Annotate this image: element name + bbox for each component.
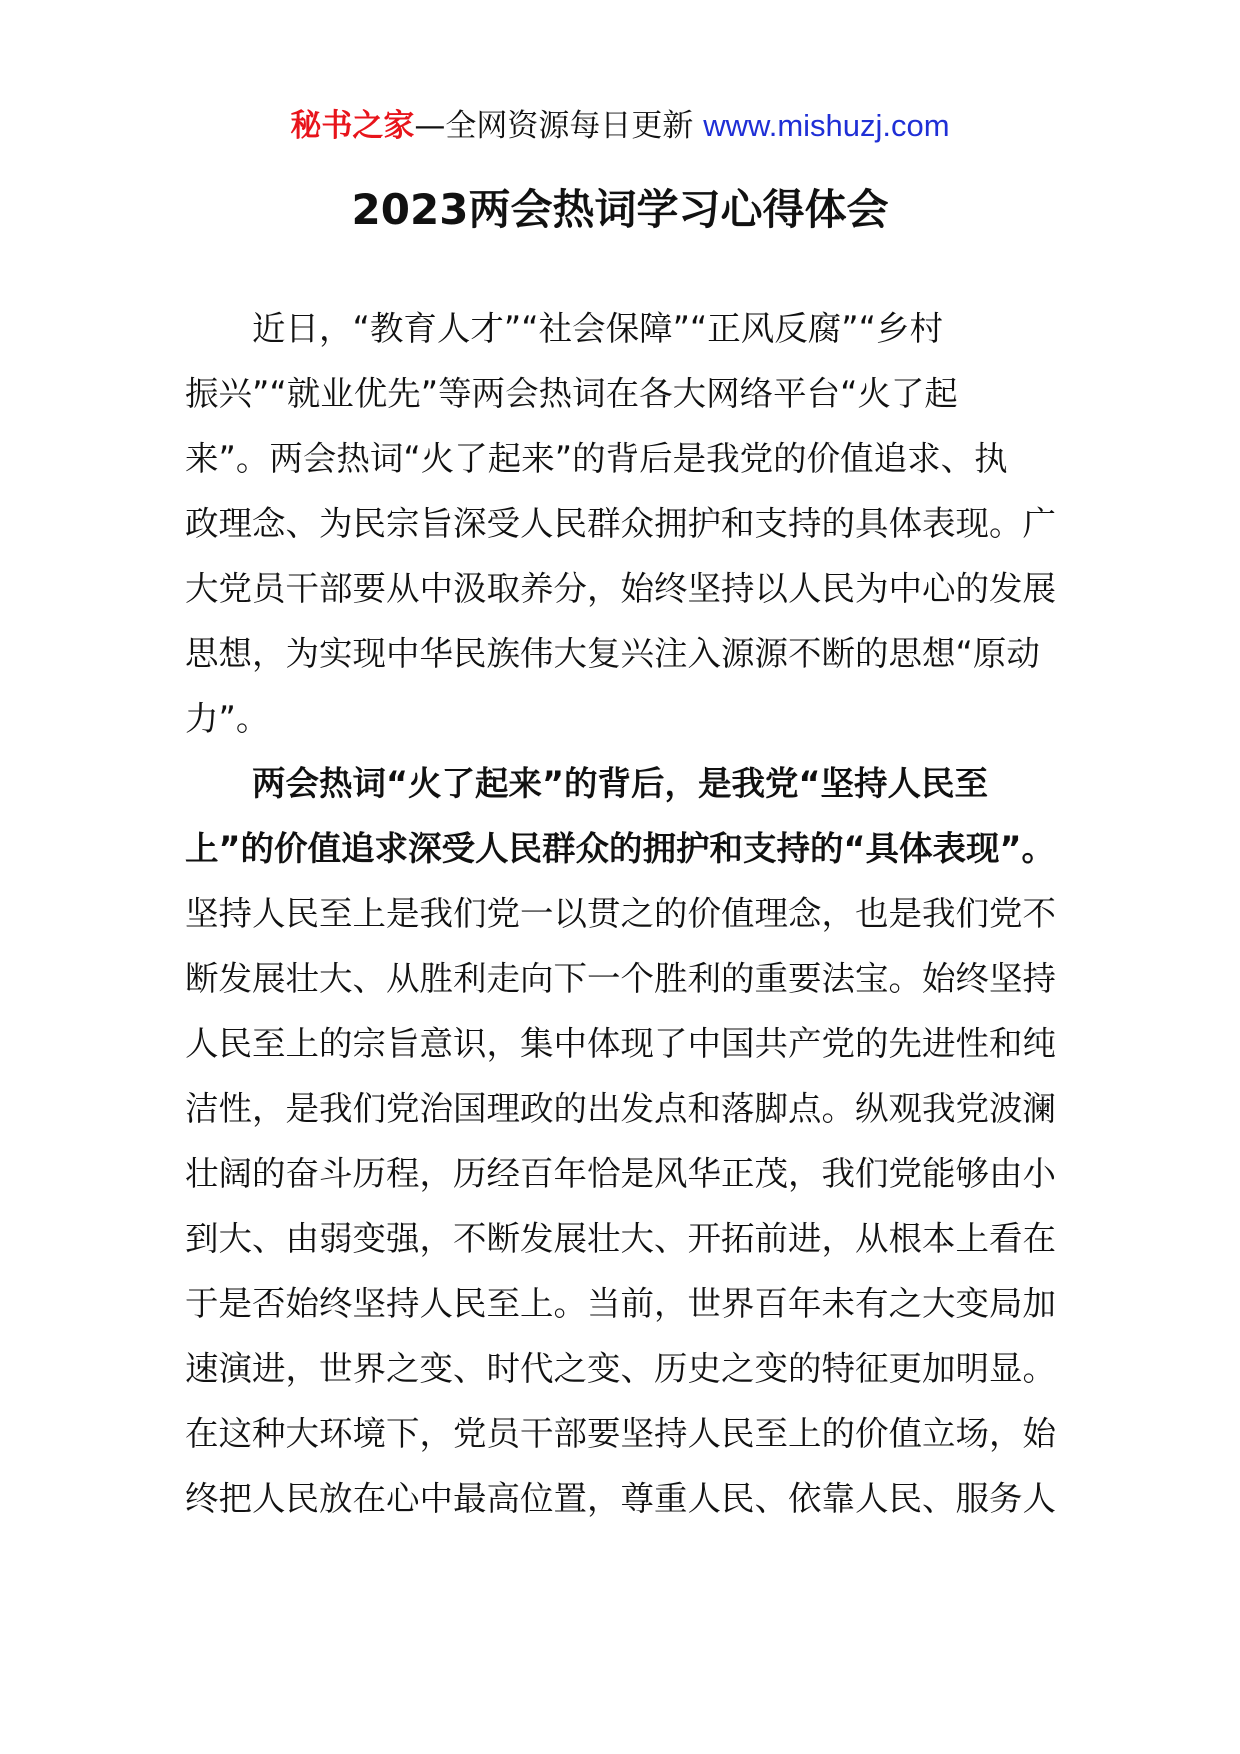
paragraph-2-line-2: 断发展壮大、从胜利走向下一个胜利的重要法宝。始终坚持 [185, 959, 1056, 998]
paragraph-1-line-1: 近日，“教育人才”“社会保障”“正风反腐”“乡村 [252, 309, 943, 348]
paragraph-1-line-4: 政理念、为民宗旨深受人民群众拥护和支持的具体表现。广 [185, 504, 1056, 543]
brand-name: 秘书之家 [290, 108, 415, 144]
document-title: 2023两会热词学习心得体会 [351, 185, 889, 234]
paragraph-1-line-6: 思想，为实现中华民族伟大复兴注入源源不断的思想“原动 [185, 634, 1040, 673]
paragraph-1-line-2: 振兴”“就业优先”等两会热词在各大网络平台“火了起 [185, 374, 958, 413]
paragraph-2-line-8: 速演进，世界之变、时代之变、历史之变的特征更加明显。 [185, 1349, 1056, 1388]
paragraph-2-line-9: 在这种大环境下，党员干部要坚持人民至上的价值立场，始 [185, 1414, 1056, 1453]
paragraph-2-line-3: 人民至上的宗旨意识，集中体现了中国共产党的先进性和纯 [185, 1024, 1056, 1063]
paragraph-2-line-5: 壮阔的奋斗历程，历经百年恰是风华正茂，我们党能够由小 [185, 1154, 1056, 1193]
paragraph-1-line-7: 力”。 [185, 699, 270, 738]
paragraph-2-line-4: 洁性，是我们党治国理政的出发点和落脚点。纵观我党波澜 [185, 1089, 1056, 1128]
document-body [185, 296, 1065, 1531]
paragraph-1-line-5: 大党员干部要从中汲取养分，始终坚持以人民为中心的发展 [185, 569, 1056, 608]
paragraph-2-heading-line-2: 上”的价值追求深受人民群众的拥护和支持的“具体表现”。 [185, 829, 1056, 868]
site-url-link[interactable]: www.mishuzj.com [703, 108, 950, 143]
site-tagline: —全网资源每日更新 [414, 108, 694, 144]
paragraph-2-heading-line-1: 两会热词“火了起来”的背后，是我党“坚持人民至 [252, 764, 989, 803]
paragraph-2-line-10: 终把人民放在心中最高位置，尊重人民、依靠人民、服务人 [185, 1479, 1056, 1518]
paragraph-2-line-6: 到大、由弱变强，不断发展壮大、开拓前进，从根本上看在 [185, 1219, 1056, 1258]
paragraph-2-line-7: 于是否始终坚持人民至上。当前，世界百年未有之大变局加 [185, 1284, 1056, 1323]
paragraph-2-line-1: 坚持人民至上是我们党一以贯之的价值理念，也是我们党不 [185, 894, 1056, 933]
paragraph-1-line-3: 来”。两会热词“火了起来”的背后是我党的价值追求、执 [185, 439, 1008, 478]
site-header [0, 106, 1240, 146]
